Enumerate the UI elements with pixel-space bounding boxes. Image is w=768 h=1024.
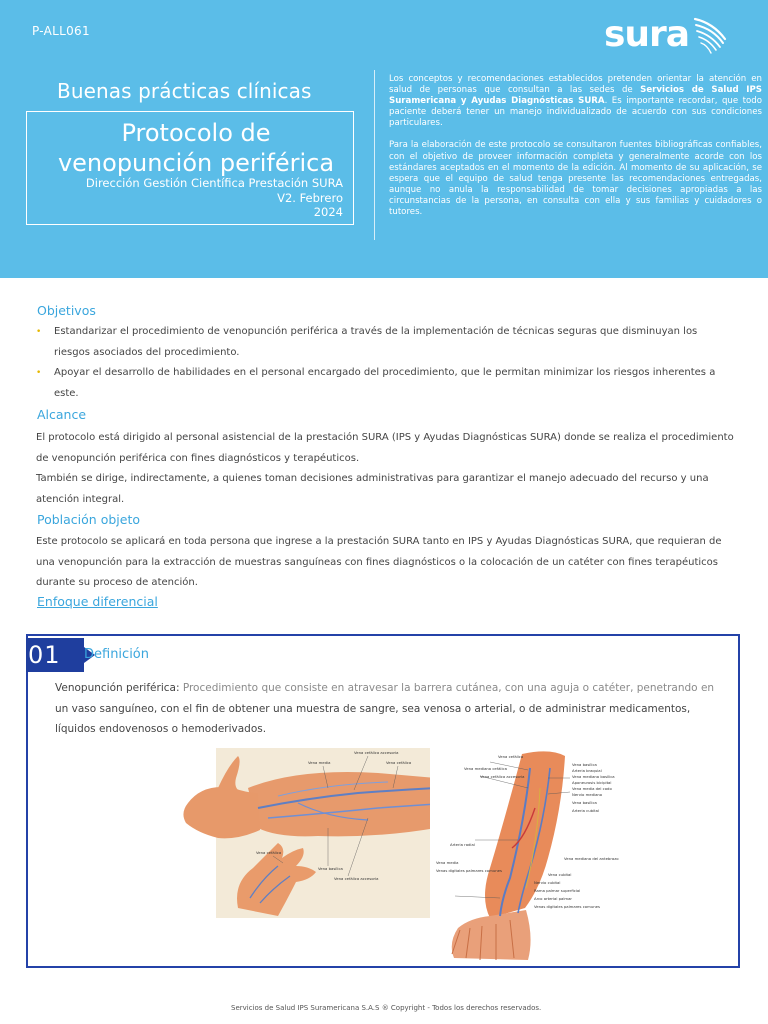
- label-right-16: Venas digitales palmares comunes: [436, 868, 502, 873]
- label-left-6: Vena cefálica accesoria: [334, 876, 379, 881]
- definition-term: Venopunción periférica:: [55, 682, 183, 694]
- vertical-divider: [374, 70, 375, 240]
- document-code: P-ALL061: [32, 24, 90, 38]
- definition-title: Definición: [84, 647, 149, 662]
- objetivos-heading: Objetivos: [37, 303, 96, 318]
- definition-rest-text: un vaso sanguíneo, con el fin de obtener una muestra de sangre, sea venosa o arterial, o de administrar medicamentos, líquidos endovenosos o hemoderivados.: [55, 702, 691, 735]
- intro-paragraph-2: Para la elaboración de este protocolo se consultaron fuentes bibliográficas confiables, con el objetivo de proveer información completa y generalmente acorde con los estándares aceptados en el momento de la edición. Al momento de su aplicación, se espera que el equipo de salud tenga presente las recomendaciones entregadas, aunque no anula la responsabilidad de tomar decisiones apropiadas a las circunstancias de la persona, en consulta con ella y sus familias y cuidadores o tutores.: [389, 140, 762, 218]
- definition-faded-text: Procedimiento que consiste en atravesar la barrera cutánea, con una aguja o catéter, penetrando en: [182, 682, 715, 694]
- label-right-7: Aponeurosis bicipital: [572, 780, 612, 785]
- label-right-1: Vena cefálica: [498, 754, 524, 759]
- enfoque-diferencial-link[interactable]: Enfoque diferencial: [37, 594, 158, 609]
- definition-card: [26, 634, 740, 968]
- label-right-4: Vena basílica: [572, 762, 597, 767]
- section-number: 01: [28, 641, 61, 669]
- label-right-19: Arco arterial palmar: [534, 896, 572, 901]
- label-left-2: Vena media: [308, 760, 331, 765]
- label-right-6: Vena mediana basílica: [572, 774, 615, 779]
- label-right-12: Arteria radial: [450, 842, 475, 847]
- label-right-9: Nervio mediano: [572, 792, 603, 797]
- logo-text: sura: [604, 14, 690, 55]
- poblacion-heading: Población objeto: [37, 512, 140, 527]
- header-band: [0, 0, 768, 278]
- year: 2024: [313, 205, 343, 219]
- label-right-15: Vena media: [436, 860, 459, 865]
- label-right-3: Vena cefálica accesoria: [480, 774, 525, 779]
- poblacion-text: Este protocolo se aplicará en toda persona que ingrese a la prestación SURA tanto en IPS y Ayudas Diagnósticas SURA, que requieran de una venopunción para la extracción de muestras sanguíneas con fines diagnósticos o la colocación de un catéter con fines terapéuticos durante su proceso de atención.: [36, 536, 722, 588]
- list-item: • Estandarizar el procedimiento de venopunción periférica a través de la implementación de técnicas seguras que disminuyan los riesgos asociados del procedimiento.: [36, 322, 736, 363]
- alcance-paragraph-2: También se dirige, indirectamente, a quienes toman decisiones administrativas para garantizar el manejo adecuado del recurso y una atención integral.: [36, 473, 709, 505]
- label-left-4: Vena cefálica: [256, 850, 282, 855]
- label-left-5: Vena basílica: [318, 866, 343, 871]
- org-name: Dirección Gestión Científica Prestación SURA: [85, 176, 343, 190]
- intro-paragraph-1: Los conceptos y recomendaciones establecidos pretenden orientar la atención en salud de personas que consultan a las sedes de Servicios de Salud IPS Suramericana y Ayudas Diagnósticas SURA. Es importante recordar, que todo paciente deberá tener un manejo individualizado de acuerdo con sus condiciones particulares.: [389, 74, 762, 129]
- logo-wing-icon: [691, 13, 731, 57]
- version: V2. Febrero: [277, 190, 343, 205]
- label-right-18: Rama palmar superficial: [534, 888, 581, 893]
- intro-text: [389, 74, 762, 218]
- label-right-2: Vena mediana cefálica: [464, 766, 507, 771]
- label-right-20: Venas digitales palmares comunes: [534, 904, 600, 909]
- label-left-1: Vena cefálica accesoria: [354, 750, 399, 755]
- page-title: Protocolo de venopunción periférica: [57, 119, 335, 177]
- label-right-14: Vena cubital: [548, 872, 572, 877]
- label-right-17: Nervio cubital: [534, 880, 561, 885]
- org-info: [86, 176, 343, 220]
- list-item: • Apoyar el desarrollo de habilidades en el personal encargado del procedimiento, que le permitan minimizar los riesgos inherentes a este.: [36, 363, 736, 404]
- alcance-heading: Alcance: [37, 407, 87, 422]
- objetivos-list: [36, 322, 736, 404]
- footer-copyright: Servicios de Salud IPS Suramericana S.A.S ® Copyright - Todos los derechos reservados.: [231, 1004, 542, 1012]
- subtitle: Buenas prácticas clínicas: [57, 79, 312, 103]
- forearm-anatomy-illustration: [430, 748, 680, 962]
- title-box: [26, 111, 354, 225]
- alcance-text: [36, 428, 736, 510]
- label-right-8: Vena media del codo: [572, 786, 612, 791]
- alcance-paragraph-1: El protocolo está dirigido al personal asistencial de la prestación SURA (IPS y Ayudas Diagnósticas SURA) donde se realiza el procedimiento de venopunción periférica con fines diagnósticos y terapéuticos.: [36, 432, 734, 464]
- label-right-10: Vena basílica: [572, 800, 597, 805]
- label-left-3: Vena cefálica: [386, 760, 412, 765]
- sura-logo: [604, 12, 744, 58]
- label-right-5: Arteria braquial: [572, 768, 602, 773]
- label-right-13: Vena mediana del antebrazo: [564, 856, 619, 861]
- definition-text: [55, 678, 715, 740]
- forearm-veins-illustration: [178, 748, 436, 918]
- label-right-11: Arteria cubital: [572, 808, 599, 813]
